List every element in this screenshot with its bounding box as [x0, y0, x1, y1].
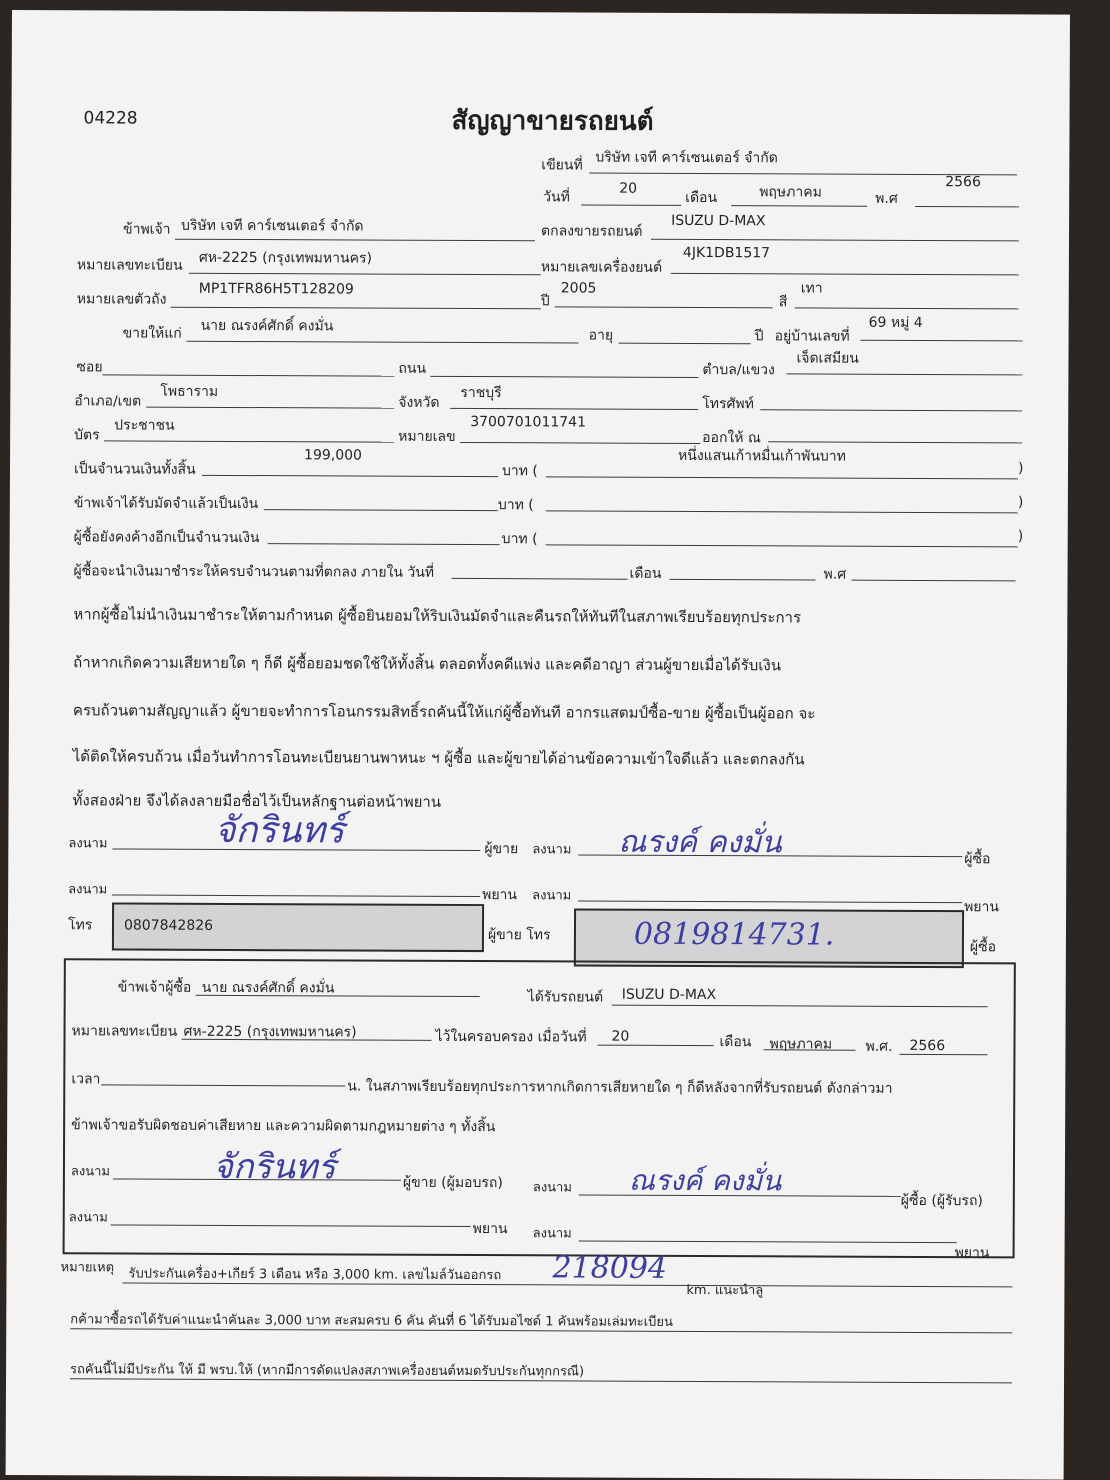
receipt-month-label: เดือน [719, 1034, 752, 1051]
plate-label: หมายเลขทะเบียน [76, 257, 183, 274]
engine-label: หมายเลขเครื่องยนต์ [540, 259, 663, 276]
receipt-received-label: ได้รับรถยนต์ [527, 989, 604, 1006]
receipt-year-value: 2566 [909, 1037, 946, 1055]
plate-line [189, 273, 541, 276]
age-unit: ปี [754, 328, 764, 345]
engine-value: 4JK1DB1517 [682, 244, 771, 262]
issued-label: ออกให้ ณ [702, 430, 761, 447]
month-value: พฤษภาคม [759, 184, 822, 201]
witness-role-1: พยาน [482, 887, 518, 904]
year-line [915, 206, 1019, 207]
district-value: โพธาราม [160, 383, 219, 400]
year-model-label: ปี [540, 293, 550, 310]
pay-day-line [452, 578, 628, 580]
buyer-signature: ณรงค์ คงมั่น [618, 824, 782, 861]
car-model-value: ISUZU D-MAX [671, 212, 766, 230]
district-line [146, 407, 394, 409]
balance-text-line [546, 544, 1018, 547]
terms-line-4: ได้ติดให้ครบถ้วน เมื่อวันทำการโอนทะเบียนยานพาหนะ ฯ ผู้ซื้อ และผู้ขายได้อ่านข้อความเข้าใจดีแล้ว และตกลงกัน [72, 747, 805, 769]
year-model-line [555, 306, 773, 308]
receipt-plate-label: หมายเลขทะเบียน [71, 1023, 178, 1040]
house-line [861, 340, 1023, 342]
note-label: หมายเหตุ [60, 1260, 115, 1276]
deposit-label: ข้าพเจ้าได้รับมัดจำแล้วเป็นเงิน [73, 495, 259, 513]
car-model-line [651, 239, 1019, 242]
district-label: อำเภอ/เขต [74, 393, 142, 410]
total-close: ) [1017, 460, 1024, 477]
id-value: 3700701011741 [470, 414, 587, 431]
pay-month-label: เดือน [629, 565, 662, 582]
pay-year-line [852, 580, 1016, 582]
house-value: 69 หมู่ 4 [868, 314, 923, 331]
terms-line-1: หากผู้ซื้อไม่นำเงินมาชำระให้ตามกำหนด ผู้ซื้อยินยอมให้ริบเงินมัดจำและคืนรถให้ทันทีในสภาพเรียบร้อยทุกประการ [73, 605, 802, 627]
card-label: บัตร [74, 427, 100, 444]
terms-line-3: ครบถ้วนตามสัญญาแล้ว ผู้ขายจะทำการโอนกรรมสิทธิ์รถคันนี้ให้แก่ผู้ซื้อทันที อากรแสตมป์ซื้อ-ขาย ผู้ซื้อเป็นผู้ออก จะ [72, 701, 816, 723]
soi-label: ซอย [76, 359, 103, 376]
phone-label-seller: โทร [67, 917, 93, 934]
receipt-line-2: ข้าพเจ้าขอรับผิดชอบค่าเสียหาย และความผิดตามกฎหมายต่าง ๆ ทั้งสิ้น [71, 1117, 496, 1136]
receipt-plate-value: ศห-2225 (กรุงเทพมหานคร) [183, 1023, 357, 1041]
witness-role-2: พยาน [964, 899, 1000, 916]
note-line-1-end: km. แนะนำลู [686, 1282, 764, 1299]
subdistrict-value: เจ็ดเสมียน [796, 350, 859, 367]
buyer-line [187, 341, 579, 344]
receipt-sign-label-2: ลงนาม [532, 1180, 572, 1196]
phone-label: โทรศัพท์ [702, 396, 754, 413]
agree-label: ตกลงขายรถยนต์ [541, 223, 643, 240]
sign-label-4: ลงนาม [532, 888, 572, 904]
card-line [104, 440, 394, 442]
total-line [202, 475, 498, 477]
seller-phone-role: ผู้ขาย โทร [487, 927, 551, 944]
balance-label: ผู้ซื้อยังคงค้างอีกเป็นจำนวนเงิน [73, 529, 260, 547]
pay-year-label: พ.ศ [823, 566, 847, 583]
buyer-phone-box [574, 908, 964, 968]
id-line [460, 442, 700, 444]
month-line [731, 205, 867, 207]
year-model-value: 2005 [560, 280, 597, 297]
age-label: อายุ [588, 327, 614, 344]
soi-line [102, 374, 394, 376]
road-line [430, 376, 698, 378]
note-line-1: รับประกันเครื่อง+เกียร์ 3 เดือน หรือ 3,000 km. เลขไมล์วันออกรถ [128, 1266, 502, 1284]
deposit-line [264, 509, 498, 511]
written-at-value: บริษัท เจที คาร์เซนเตอร์ จำกัด [595, 149, 778, 167]
day-value: 20 [619, 180, 638, 197]
age-line [619, 343, 751, 345]
province-value: ราชบุรี [460, 384, 502, 402]
buyer-phone-value: 0819814731. [633, 916, 835, 953]
receipt-time-label: เวลา [71, 1071, 101, 1088]
terms-line-5: ทั้งสองฝ่าย จึงได้ลงลายมือชื่อไว้เป็นหลักฐานต่อหน้าพยาน [72, 791, 442, 811]
receipt-sign-label-1: ลงนาม [70, 1164, 111, 1180]
witness-line-2 [578, 900, 962, 903]
deposit-baht: บาท ( [497, 497, 534, 514]
receipt-buyer-role: ผู้ซื้อ (ผู้รับรถ) [900, 1192, 983, 1210]
document-title: สัญญาขายรถยนต์ [451, 105, 654, 137]
document-number: 04228 [83, 108, 138, 129]
sign-label-3: ลงนาม [68, 882, 108, 898]
seller-role-1: ผู้ขาย [484, 841, 519, 858]
day-line [581, 204, 681, 205]
contract-paper [6, 10, 1070, 1480]
color-value: เทา [800, 280, 823, 297]
total-text: หนึ่งแสนเก้าหมื่นเก้าพันบาท [678, 447, 846, 465]
seller-value: บริษัท เจที คาร์เซนเตอร์ จำกัด [181, 217, 364, 235]
receipt-seller-role: ผู้ขาย (ผู้มอบรถ) [402, 1174, 503, 1192]
date-label: วันที่ [543, 189, 570, 206]
phone-line [760, 409, 1022, 411]
written-at-label: เขียนที่ [541, 157, 583, 174]
road-label: ถนน [398, 360, 427, 377]
receipt-buyer-signature: ณรงค์ คงมั่น [628, 1163, 782, 1198]
chassis-line [171, 307, 541, 310]
id-label: หมายเลข [398, 428, 456, 445]
receipt-year-label: พ.ศ. [865, 1038, 893, 1055]
receipt-sign-label-4: ลงนาม [532, 1226, 572, 1242]
engine-line [671, 273, 1019, 276]
month-label: เดือน [685, 189, 718, 207]
receipt-car-value: ISUZU D-MAX [621, 986, 717, 1004]
province-label: จังหวัด [398, 394, 440, 411]
color-line [795, 307, 1019, 309]
pay-month-line [670, 579, 816, 581]
house-label: อยู่บ้านเลขที่ [774, 328, 850, 345]
buyer-role-2: ผู้ซื้อ [969, 939, 997, 956]
balance-close: ) [1017, 528, 1024, 545]
subdistrict-line [786, 373, 1022, 375]
year-value: 2566 [945, 174, 981, 191]
deposit-close: ) [1017, 494, 1024, 511]
total-label: เป็นจำนวนเงินทั้งสิ้น [73, 461, 196, 478]
province-line [450, 408, 698, 410]
receipt-line-1: น. ในสภาพเรียบร้อยทุกประการหากเกิดการเสียหายใด ๆ ก็ดีหลังจากที่รับรถยนต์ ดังกล่าวมา [347, 1078, 893, 1097]
buyer-label: ขายให้แก่ [122, 325, 182, 342]
note-mileage: 218094 [552, 1250, 668, 1286]
receipt-witness-role-1: พยาน [472, 1221, 508, 1238]
total-baht: บาท ( [501, 463, 538, 480]
deposit-text-line [546, 510, 1018, 513]
color-label: สี [778, 294, 788, 311]
sign-label-2: ลงนาม [532, 842, 572, 858]
receipt-witness-role-2: พยาน [954, 1245, 990, 1262]
seller-phone-value: 0807842826 [123, 917, 214, 934]
receipt-sign-label-3: ลงนาม [68, 1210, 108, 1226]
seller-signature: จักรินทร์ [214, 809, 345, 852]
note-line-2: กค้ามาซื้อรถได้รับค่าแนะนำคันละ 3,000 บาท สะสมครบ 6 คัน คันที่ 6 ได้รับมอไซด์ 1 คันพร้อมเล่มทะเบียน [70, 1312, 673, 1330]
receipt-buyer-label: ข้าพเจ้าผู้ซื้อ [117, 979, 192, 996]
issued-line [768, 441, 1022, 443]
seller-line [175, 239, 535, 242]
seller-phone-box [112, 902, 484, 952]
sign-label-1: ลงนาม [68, 836, 108, 852]
receipt-month-value: พฤษภาคม [769, 1036, 833, 1053]
receipt-possess-label: ไว้ในครอบครอง เมื่อวันที่ [435, 1028, 587, 1046]
chassis-value: MP1TFR86H5T128209 [198, 280, 354, 298]
balance-baht: บาท ( [501, 531, 538, 548]
chassis-label: หมายเลขตัวถัง [76, 291, 167, 308]
pay-label: ผู้ซื้อจะนำเงินมาชำระให้ครบจำนวนตามที่ตกลง ภายใน วันที่ [73, 563, 435, 581]
receipt-seller-signature: จักรินทร์ [212, 1146, 336, 1188]
terms-line-2: ถ้าหากเกิดความเสียหายใด ๆ ก็ดี ผู้ซื้อยอมชดใช้ให้ทั้งสิ้น ตลอดทั้งคดีแพ่ง และคดีอาญา ส่วนผู้ขายเมื่อได้รับเงิน [73, 653, 782, 675]
card-value: ประชาชน [114, 417, 175, 434]
receipt-buyer-value: นาย ณรงค์ศักดิ์ คงมั่น [201, 979, 335, 997]
receipt-day-value: 20 [611, 1028, 630, 1045]
year-label: พ.ศ [875, 190, 898, 207]
balance-line [268, 543, 500, 545]
seller-label: ข้าพเจ้า [123, 221, 171, 238]
buyer-role-1: ผู้ซื้อ [964, 851, 991, 868]
plate-value: ศห-2225 (กรุงเทพมหานคร) [198, 249, 372, 267]
note-line-3: รถคันนี้ไม่มีประกัน ให้ มี พรบ.ให้ (หากมีการดัดแปลงสภาพเครื่องยนต์หมดรับประกันทุกกรณี) [70, 1362, 585, 1380]
total-text-line [546, 476, 1018, 479]
witness-line-1 [112, 894, 480, 897]
buyer-value: นาย ณรงค์ศักดิ์ คงมั่น [200, 317, 334, 335]
total-amount: 199,000 [304, 447, 363, 464]
subdistrict-label: ตำบล/แขวง [702, 362, 775, 379]
